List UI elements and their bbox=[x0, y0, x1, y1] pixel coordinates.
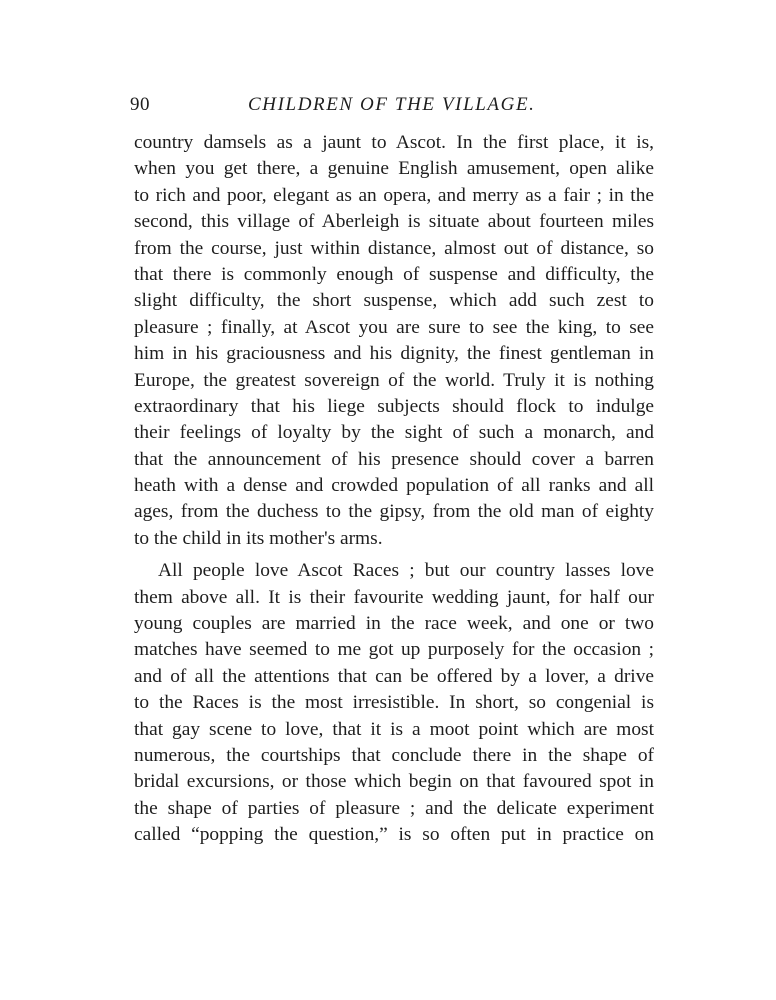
text-line: slight difficulty, the short suspense, which add such zest to bbox=[134, 290, 654, 312]
text-line: second, this village of Aberleigh is situate about fourteen miles bbox=[134, 211, 654, 233]
text-line: to rich and poor, elegant as an opera, and merry as a fair ; in the bbox=[134, 184, 654, 206]
text-line: that gay scene to love, that it is a moot point which are most bbox=[134, 718, 654, 740]
text-line: country damsels as a jaunt to Ascot. In the first place, it is, bbox=[134, 132, 654, 153]
text-line: from the course, just within distance, almost out of distance, so bbox=[134, 237, 654, 259]
text-line: pleasure ; finally, at Ascot you are sure to see the king, to see bbox=[134, 316, 654, 338]
text-line: the shape of parties of pleasure ; and the delicate experiment bbox=[134, 797, 654, 819]
text-line: that the announcement of his presence should cover a barren bbox=[134, 448, 654, 470]
text-line: when you get there, a genuine English amusement, open alike bbox=[134, 158, 654, 180]
paragraph bbox=[134, 130, 654, 552]
text-line: to the child in its mother's arms. bbox=[134, 527, 383, 549]
text-line: that there is commonly enough of suspense and difficulty, the bbox=[134, 263, 654, 285]
text-line: called “popping the question,” is so often put in practice on bbox=[134, 824, 654, 846]
text-line: to the Races is the most irresistible. In short, so congenial is bbox=[134, 692, 654, 714]
text-line: young couples are married in the race week, and one or two bbox=[134, 613, 654, 635]
text-line: them above all. It is their favourite wedding jaunt, for half our bbox=[134, 586, 654, 608]
text-line: him in his graciousness and his dignity, the finest gentleman in bbox=[134, 343, 654, 365]
text-line: Europe, the greatest sovereign of the world. Truly it is nothing bbox=[134, 369, 654, 391]
body-text bbox=[134, 130, 654, 849]
running-title: CHILDREN OF THE VILLAGE. bbox=[248, 94, 536, 115]
page-number: 90 bbox=[130, 94, 150, 115]
text-line: extraordinary that his liege subjects should flock to indulge bbox=[134, 395, 654, 417]
paragraph bbox=[134, 558, 654, 848]
text-line: ages, from the duchess to the gipsy, from the old man of eighty bbox=[134, 501, 654, 523]
text-line: matches have seemed to me got up purposely for the occasion ; bbox=[134, 639, 654, 661]
text-line: All people love Ascot Races ; but our country lasses love bbox=[158, 560, 654, 582]
text-line: their feelings of loyalty by the sight of such a monarch, and bbox=[134, 422, 654, 444]
text-line: heath with a dense and crowded population of all ranks and all bbox=[134, 475, 654, 497]
text-line: numerous, the courtships that conclude there in the shape of bbox=[134, 744, 654, 766]
text-line: bridal excursions, or those which begin on that favoured spot in bbox=[134, 771, 654, 793]
text-line: and of all the attentions that can be offered by a lover, a drive bbox=[134, 665, 654, 687]
page-header bbox=[130, 92, 650, 118]
